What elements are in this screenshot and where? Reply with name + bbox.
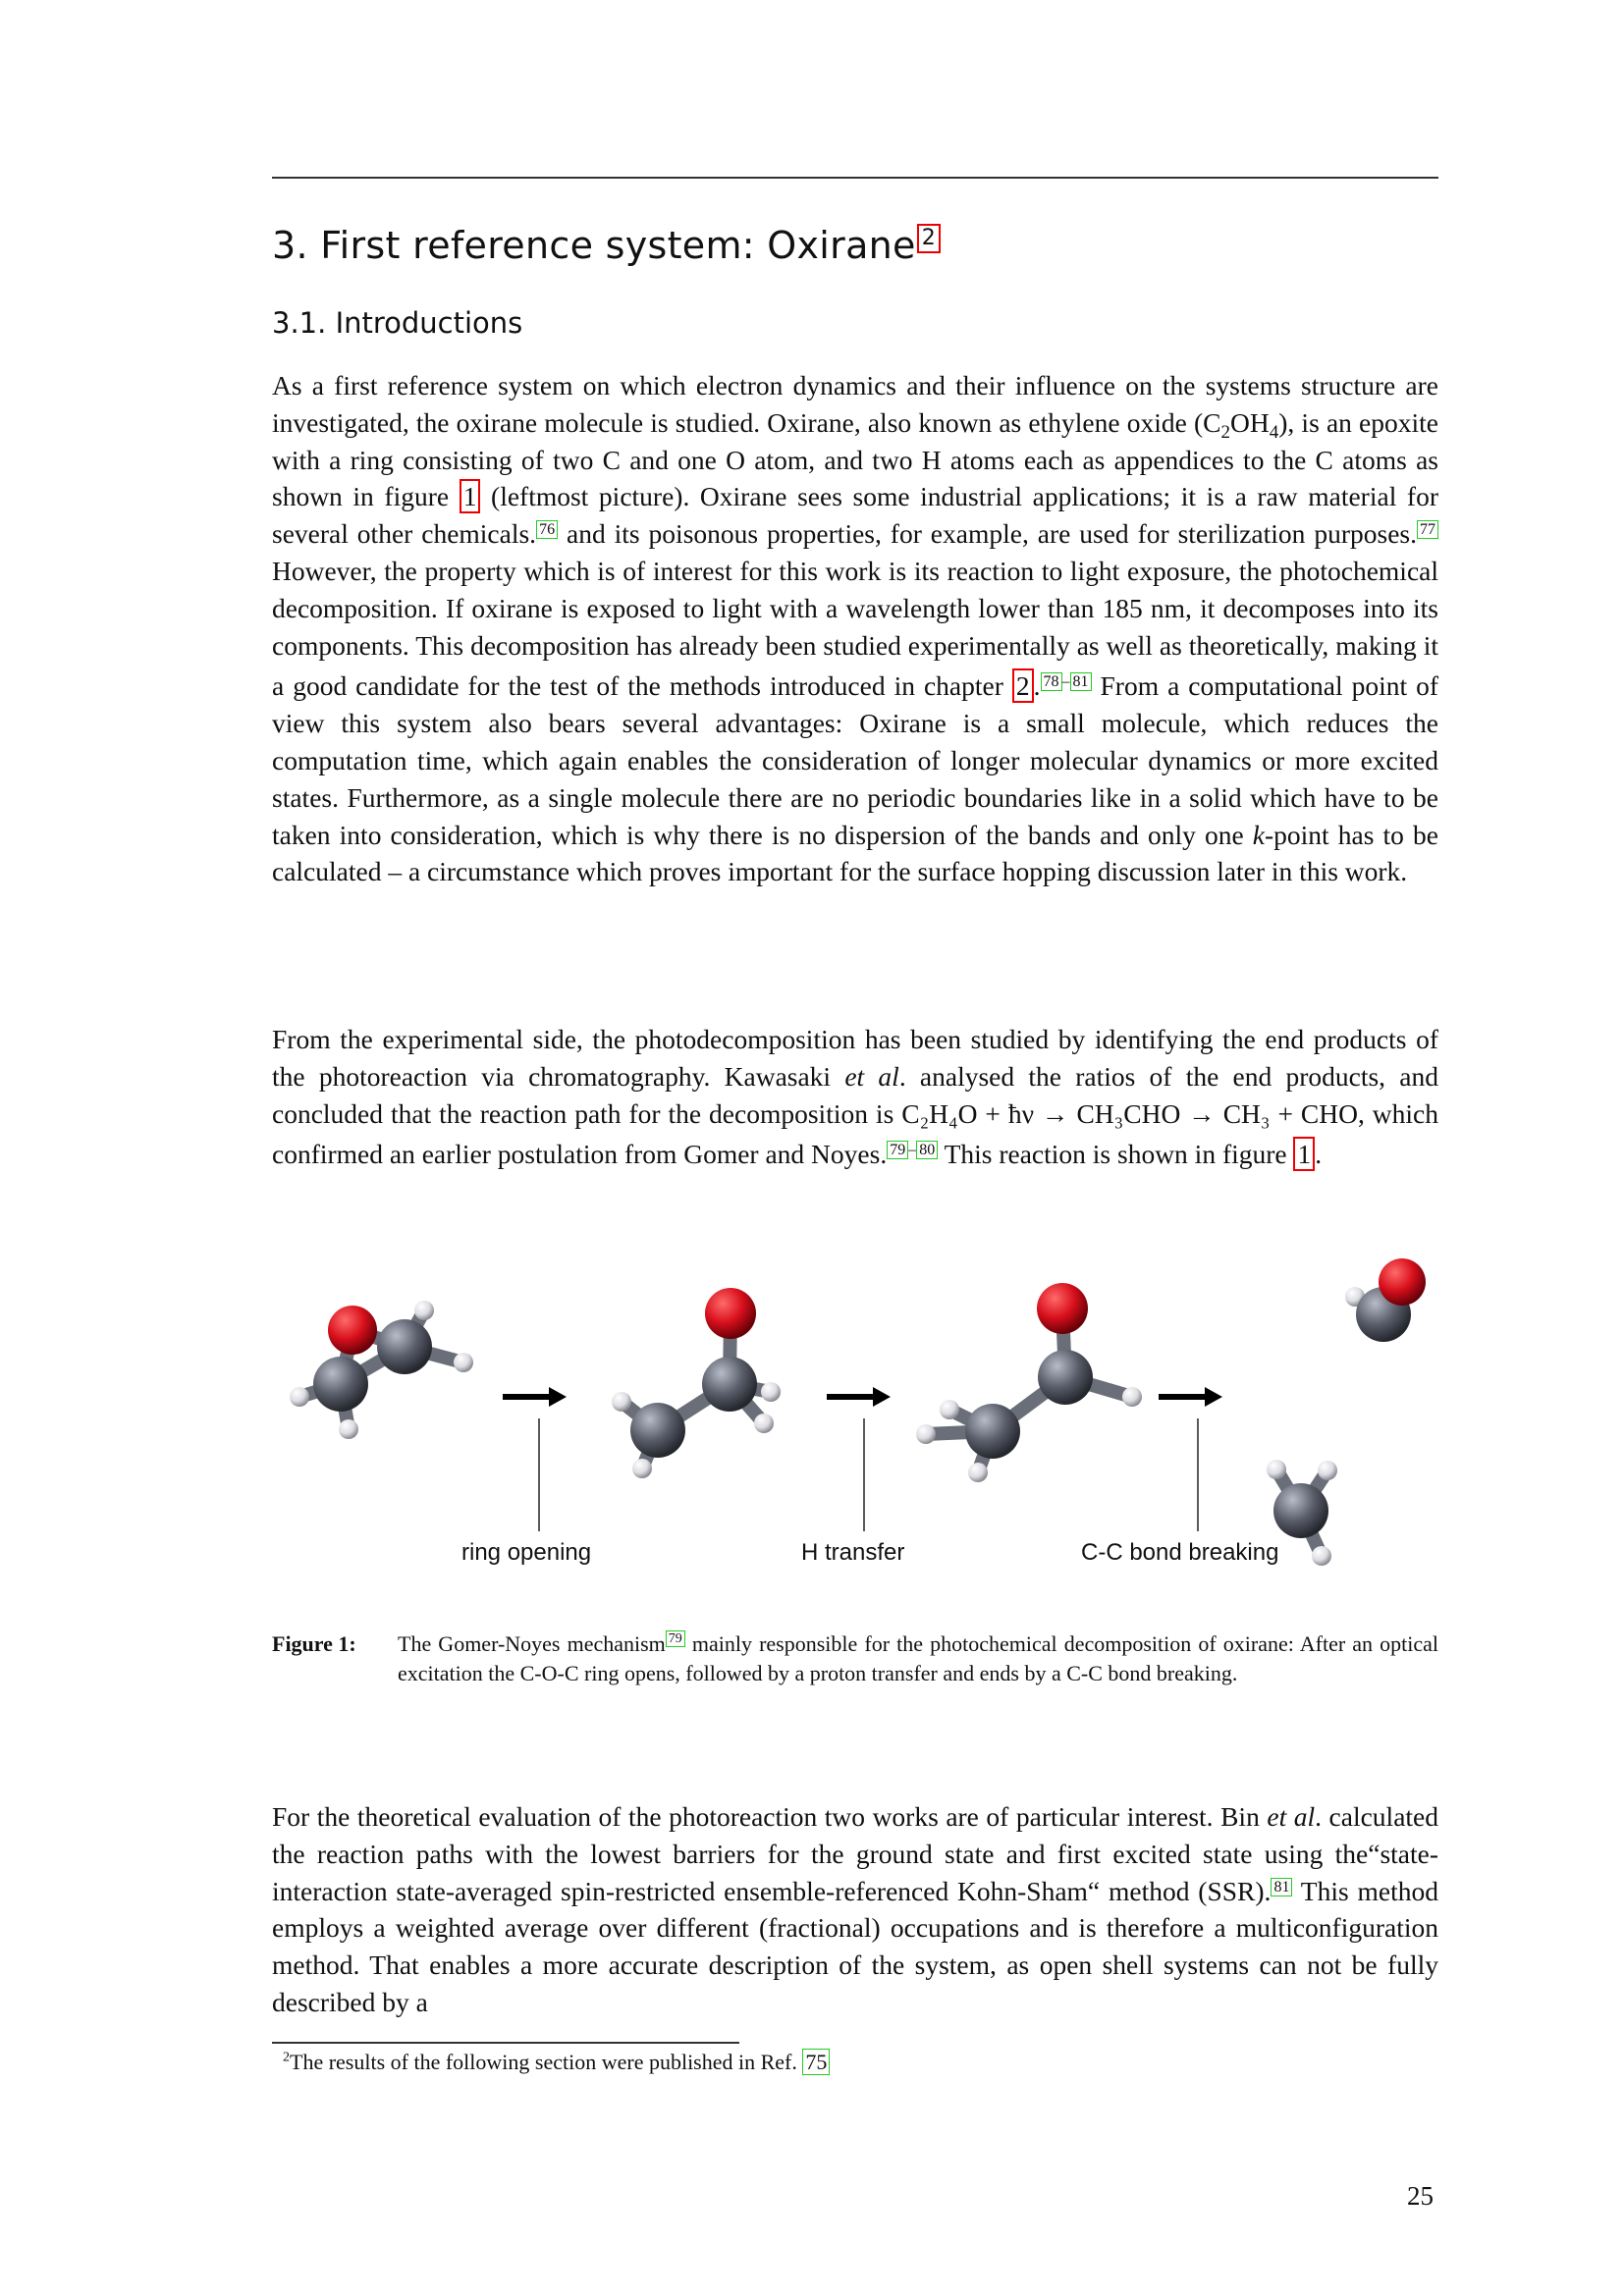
figure-caption: Figure 1: The Gomer-Noyes mechanism $^{79}$ mainly responsible for the photochemical decomposition of oxirane: After an optical excitation the C-O-C ring opens, followed by a proton transfer and ends by a C-C bond breaking. bbox=[272, 1631, 1439, 1685]
label-cc-bond-breaking: C-C bond breaking bbox=[1081, 1539, 1279, 1566]
chapter-title: First reference system: Oxirane bbox=[320, 224, 916, 267]
figure-ref-link[interactable]: 1 bbox=[1293, 1137, 1315, 1171]
citation-80[interactable]: 80 bbox=[916, 1141, 938, 1159]
chapter-ref-link[interactable]: 2 bbox=[1012, 668, 1034, 703]
section-number: 3.1. bbox=[272, 306, 327, 340]
mechanism-figure bbox=[272, 1237, 1438, 1590]
chapter-heading bbox=[272, 224, 941, 267]
figure-ref-link[interactable]: 1 bbox=[460, 479, 481, 513]
label-ring-opening: ring opening bbox=[461, 1539, 592, 1566]
citation-76[interactable]: 76 bbox=[536, 520, 558, 539]
footnote-rule bbox=[272, 2042, 739, 2044]
citation-78[interactable]: 78 bbox=[1041, 672, 1062, 691]
chapter-number: 3. bbox=[272, 224, 308, 267]
citation-79[interactable]: 79 bbox=[887, 1141, 908, 1159]
caption-label: Figure 1: bbox=[272, 1631, 356, 1656]
section-heading bbox=[272, 306, 522, 340]
citation-75[interactable]: 75 bbox=[802, 2049, 830, 2075]
atoms bbox=[290, 1258, 1426, 1566]
paragraph-theoretical: For the theoretical evaluation of the photoreaction two works are of particular interest. Bin et al. calculated the reaction paths with the lowest barriers for the ground state and first excited state using the“state-interaction state-averaged spin-restricted ensemble-referenced Kohn-Sham“ method (SSR). $^{81}$ This method employs a weighted average over different (fractional) occupations and is therefore a multiconfiguration method. That enables a more accurate description of the system, as open shell systems can not be fully described by a bbox=[272, 1801, 1438, 2017]
footnote: $^2$The results of the following section were published in Ref. 75 bbox=[283, 2050, 830, 2075]
bonds bbox=[299, 1282, 1402, 1556]
paragraph-intro: As a first reference system on which electron dynamics and their influence on the systems structure are investigated, the oxirane molecule is studied. Oxirane, also known as ethylene oxide $(C_2OH_4)$, is an epoxite with a ring consisting of two C and one O atom, and two H atoms each as appendices to the C atoms as shown in figure 1 (leftmost picture). Oxirane sees some industrial applications; it is a raw material for several other chemicals. $^{76}$ and its poisonous properties, for example, are used for sterilization purposes. $^{77}$ However, the property which is of interest for this work is its reaction to light exposure, the photochemical decomposition. If oxirane is exposed to light with a wavelength lower than 185 nm, it decomposes into its components. This decomposition has already been studied experimentally as well as theoretically, making it a good candidate for the test of the methods introduced in chapter 2 . $^{78}$ – $^{81}$ From a computational point of view this system also bears several advantages: Oxirane is a small molecule, which reduces the computation time, which again enables the consideration of longer molecular dynamics or more excited states. Furthermore, as a single molecule there are no periodic boundaries like in a solid which have to be taken into consideration, which is why there is no dispersion of the bands and only one k-point has to be calculated – a circumstance which proves important for the surface hopping discussion later in this work. bbox=[272, 370, 1439, 887]
citation-77[interactable]: 77 bbox=[1417, 520, 1438, 539]
citation-81[interactable]: 81 bbox=[1070, 672, 1092, 691]
header-rule bbox=[272, 177, 1438, 179]
page-number: 25 bbox=[1407, 2181, 1434, 2211]
reaction-equation: C₂H₄O + ħν → CH₃CHO → CH₃ + CHO bbox=[901, 1097, 1358, 1129]
paragraph-experimental: From the experimental side, the photodecomposition has been studied by identifying the end products of the photoreaction via chromatography. Kawasaki et al. analysed the ratios of the end products, and concluded that the reaction path for the decomposition is C₂H₄O + ħν → CH₃CHO → CH₃ + CHO, which confirmed an earlier postulation from Gomer and Noyes. $^{79}$ – $^{80}$ This reaction is shown in figure 1 . bbox=[272, 1024, 1439, 1170]
footnote-link[interactable]: 2 bbox=[917, 224, 941, 253]
label-h-transfer: H transfer bbox=[801, 1539, 905, 1566]
section-title: Introductions bbox=[335, 306, 523, 340]
citation-79[interactable]: 79 bbox=[666, 1630, 685, 1647]
citation-81[interactable]: 81 bbox=[1271, 1878, 1292, 1896]
